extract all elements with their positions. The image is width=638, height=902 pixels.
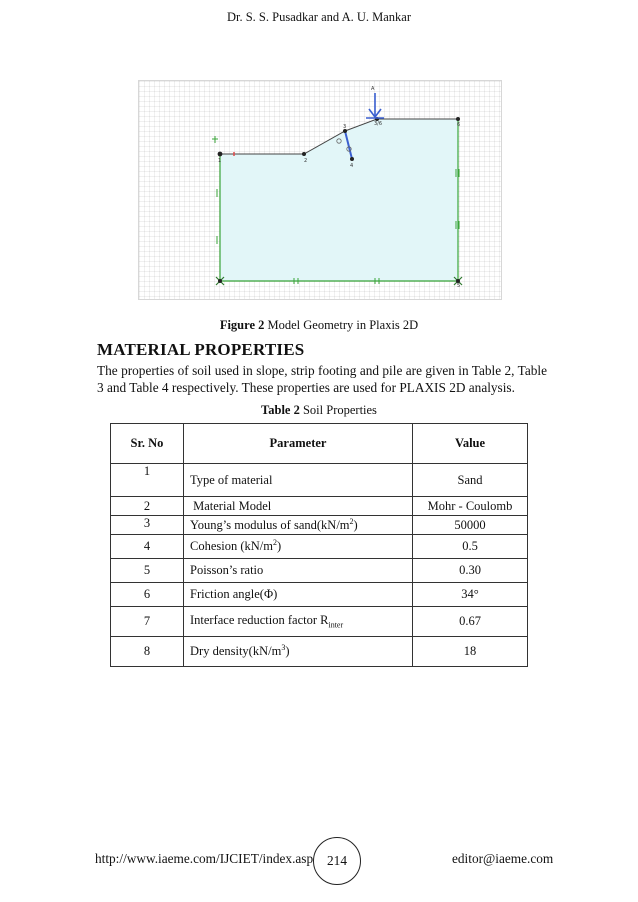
parameter-superscript: 2	[349, 516, 354, 526]
cell-sr-no: 5	[111, 559, 184, 583]
soil-properties-table	[110, 423, 528, 667]
cell-sr-no: 2	[111, 497, 184, 516]
model-geometry-figure	[138, 80, 502, 300]
table-row	[111, 535, 528, 559]
figure-caption-label: Figure 2	[219, 318, 265, 332]
cell-parameter	[184, 516, 413, 535]
cell-parameter	[184, 637, 413, 667]
header-sr-no: Sr. No	[111, 424, 184, 464]
body-paragraph: The properties of soil used in slope, strip footing and pile are given in Table 2, Table 3 and Table 4 respectively. These properties are used for PLAXIS 2D analysis.	[97, 363, 547, 395]
parameter-suffix: )	[276, 539, 282, 554]
parameter-text: Material Model	[190, 498, 272, 513]
table-caption	[0, 403, 638, 418]
load-point-label: 3/6	[374, 121, 383, 127]
point-label-6: 6	[457, 122, 461, 128]
cell-parameter	[184, 464, 413, 497]
load-label: A	[371, 86, 375, 92]
table-row	[111, 516, 528, 535]
cell-sr-no: 6	[111, 583, 184, 607]
parameter-text: Type of material	[190, 472, 273, 487]
point-label-3: 3	[343, 124, 347, 130]
cell-sr-no: 3	[111, 516, 184, 535]
cell-value: Sand	[413, 464, 528, 497]
page-number: 214	[313, 837, 361, 885]
parameter-superscript: 2	[272, 538, 277, 548]
cell-value: 34°	[413, 583, 528, 607]
table-body	[111, 464, 528, 667]
cell-parameter	[184, 607, 413, 637]
parameter-text: Poisson’s ratio	[190, 563, 264, 577]
table-row	[111, 559, 528, 583]
cell-value: 0.5	[413, 535, 528, 559]
cell-value: 0.30	[413, 559, 528, 583]
load-arrow	[366, 93, 384, 118]
table-caption-text: Soil Properties	[299, 403, 377, 417]
cell-value: 50000	[413, 516, 528, 535]
parameter-suffix: )	[285, 644, 290, 659]
parameter-superscript: 3	[281, 643, 286, 653]
parameter-text: Friction angle(Φ)	[190, 587, 278, 601]
parameter-suffix: )	[353, 518, 358, 533]
cell-sr-no: 4	[111, 535, 184, 559]
point-label-5: 5	[457, 283, 461, 289]
parameter-text: Dry density(kN/m	[190, 644, 282, 659]
footer-email-link[interactable]: editor@iaeme.com	[452, 851, 554, 866]
header-parameter: Parameter	[184, 424, 413, 464]
parameter-text: Young’s modulus of sand(kN/m	[190, 518, 350, 533]
cell-value: 0.67	[413, 607, 528, 637]
axis-marker	[212, 136, 218, 143]
point-label-1: 1	[218, 158, 222, 164]
cell-value: Mohr - Coulomb	[413, 497, 528, 516]
table-caption-label: Table 2	[261, 403, 300, 417]
cell-parameter	[184, 583, 413, 607]
parameter-text: Cohesion (kN/m	[190, 539, 273, 554]
table-row	[111, 607, 528, 637]
cell-sr-no: 1	[111, 464, 184, 497]
table-row	[111, 637, 528, 667]
cell-sr-no: 8	[111, 637, 184, 667]
cell-parameter	[184, 497, 413, 516]
parameter-text: Interface reduction factor R	[190, 613, 329, 628]
plaxis-geometry-drawing	[139, 81, 501, 299]
figure-caption-text: Model Geometry in Plaxis 2D	[264, 318, 419, 332]
parameter-subscript: inter	[328, 620, 344, 630]
point-label-2: 2	[304, 158, 308, 164]
cell-value: 18	[413, 637, 528, 667]
running-header: Dr. S. S. Pusadkar and A. U. Mankar	[226, 10, 411, 24]
cell-parameter	[184, 559, 413, 583]
section-title: MATERIAL PROPERTIES	[97, 340, 305, 359]
footer-url-link[interactable]: http://www.iaeme.com/IJCIET/index.asp	[95, 851, 314, 866]
table-row	[111, 497, 528, 516]
cell-sr-no: 7	[111, 607, 184, 637]
table-row	[111, 464, 528, 497]
cell-parameter	[184, 535, 413, 559]
figure-caption	[0, 318, 638, 333]
table-row	[111, 583, 528, 607]
header-value: Value	[413, 424, 528, 464]
point-label-4: 4	[350, 163, 354, 169]
table-header-row	[111, 424, 528, 464]
